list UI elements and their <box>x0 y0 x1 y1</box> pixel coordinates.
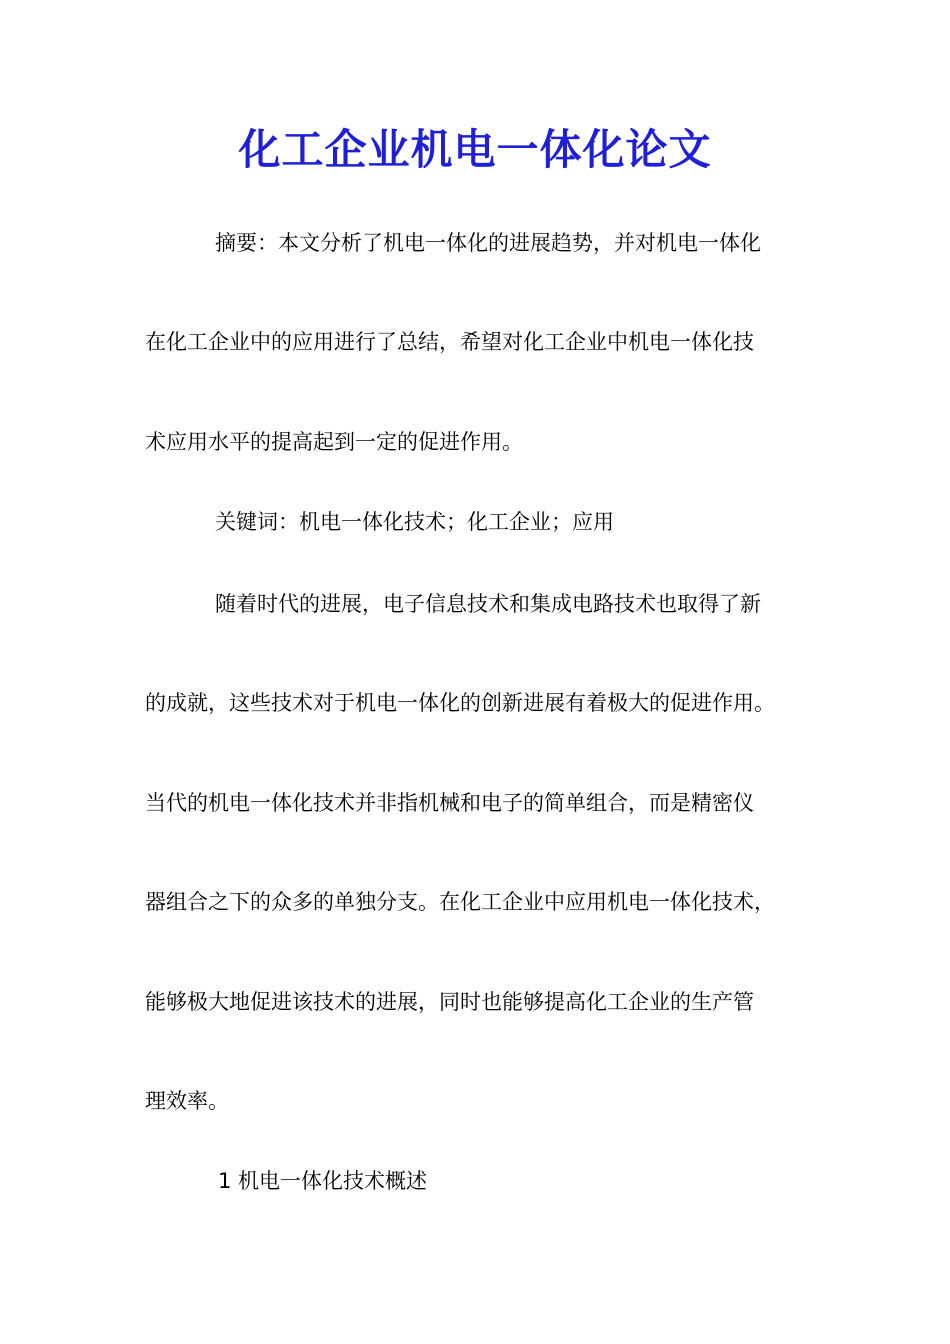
body-paragraph-line-1: 随着时代的进展，电子信息技术和集成电路技术也取得了新 <box>215 592 761 616</box>
section-heading: 1 机电一体化技术概述 <box>218 1169 428 1193</box>
document-title: 化工企业机电一体化论文 <box>238 125 712 174</box>
body-paragraph-line-5: 能够极大地促进该技术的进展，同时也能够提高化工企业的生产管 <box>145 990 754 1014</box>
abstract-line-1: 摘要：本文分析了机电一体化的进展趋势，并对机电一体化 <box>215 231 761 255</box>
body-paragraph-line-3: 当代的机电一体化技术并非指机械和电子的简单组合，而是精密仪 <box>145 791 754 815</box>
body-paragraph-line-6: 理效率。 <box>145 1089 229 1113</box>
keywords-line: 关键词：机电一体化技术；化工企业；应用 <box>215 510 614 534</box>
abstract-line-3: 术应用水平的提高起到一定的促进作用。 <box>145 430 523 454</box>
abstract-line-2: 在化工企业中的应用进行了总结，希望对化工企业中机电一体化技 <box>145 330 754 354</box>
body-paragraph-line-4: 器组合之下的众多的单独分支。在化工企业中应用机电一体化技术， <box>145 890 775 914</box>
body-paragraph-line-2: 的成就，这些技术对于机电一体化的创新进展有着极大的促进作用。 <box>145 691 775 715</box>
